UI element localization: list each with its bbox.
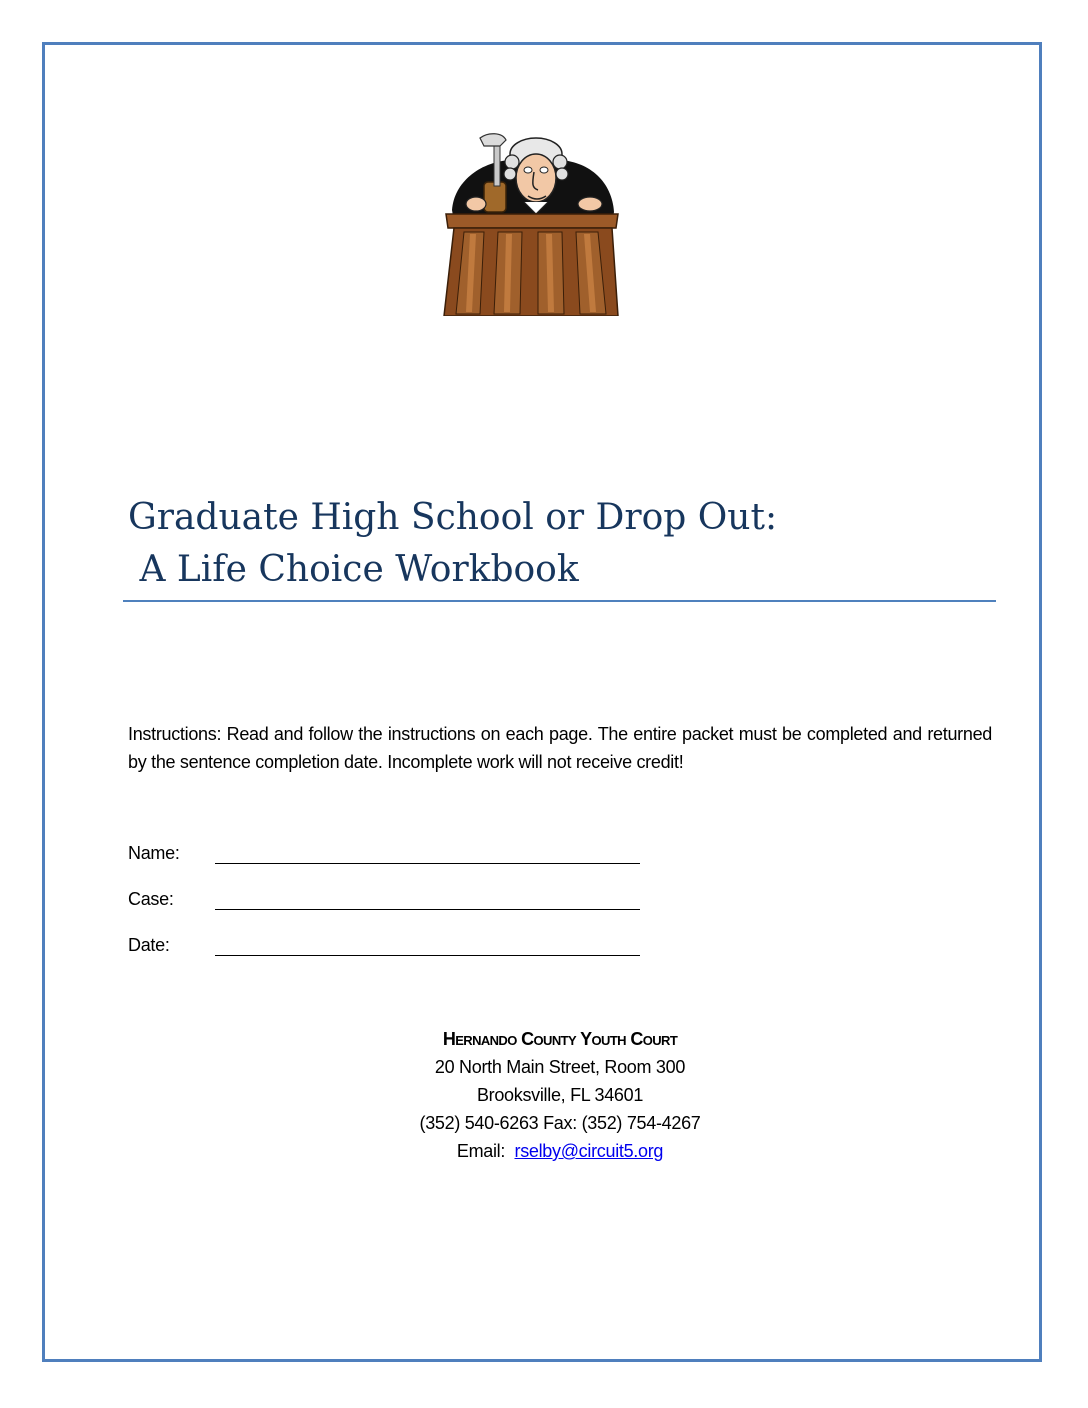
organization-name: Hernando County Youth Court (442, 1029, 678, 1049)
case-blank-line[interactable] (215, 909, 640, 910)
name-label: Name: (128, 843, 180, 863)
email-line (300, 1137, 820, 1165)
name-field-row (128, 843, 648, 871)
phone-fax: (352) 540-6263 Fax: (352) 754-4267 (419, 1113, 701, 1133)
address-line-1: 20 North Main Street, Room 300 (434, 1057, 686, 1077)
date-blank-line[interactable] (215, 955, 640, 956)
address-line-2: Brooksville, FL 34601 (476, 1085, 644, 1105)
document-title (128, 492, 998, 596)
email-link[interactable]: rselby@circuit5.org (514, 1141, 664, 1161)
date-label: Date: (128, 935, 170, 955)
title-line-1: Graduate High School or Drop Out: (128, 497, 778, 538)
judge-clipart-icon (440, 132, 622, 316)
email-label: Email: (456, 1141, 515, 1161)
title-line-2: A Life Choice Workbook (128, 549, 579, 590)
case-field-row (128, 889, 648, 917)
instructions-text: Instructions: Read and follow the instructions on each page. The entire packet must be completed and returned by the sentence completion date. Incomplete work will not receive credit! (128, 724, 992, 772)
date-field-row (128, 935, 648, 963)
title-divider (123, 600, 996, 602)
contact-block (300, 1025, 820, 1165)
case-label: Case: (128, 889, 174, 909)
name-blank-line[interactable] (215, 863, 640, 864)
